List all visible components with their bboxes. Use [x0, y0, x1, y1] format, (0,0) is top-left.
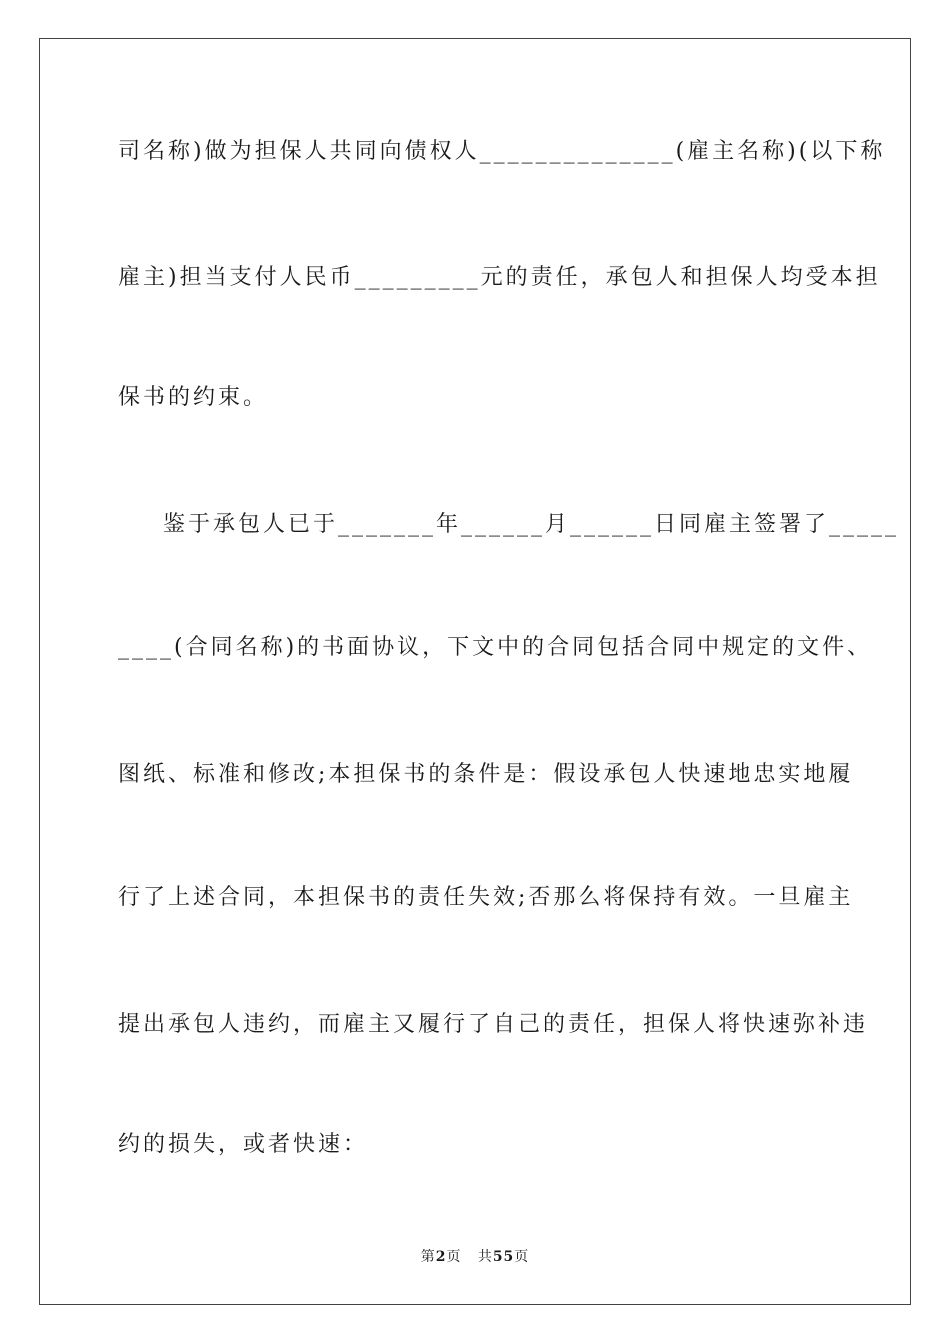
body-text-line: 图纸、标准和修改;本担保书的条件是：假设承包人快速地忠实地履 [118, 762, 854, 787]
page-prefix: 第 [420, 1249, 436, 1265]
total-prefix: 共 [477, 1249, 493, 1265]
body-text-line: ____(合同名称)的书面协议，下文中的合同包括合同中规定的文件、 [118, 635, 873, 660]
page-suffix: 页 [446, 1249, 462, 1265]
body-text-line: 保书的约束。 [118, 385, 269, 410]
page-border [39, 38, 911, 1305]
body-text-line: 行了上述合同，本担保书的责任失效;否那么将保持有效。一旦雇主 [118, 885, 854, 910]
body-text-line: 司名称)做为担保人共同向债权人______________(雇主名称)(以下称 [118, 139, 886, 164]
body-text-line: 约的损失，或者快速： [118, 1132, 369, 1157]
body-text-line: 提出承包人违约，而雇主又履行了自己的责任，担保人将快速弥补违 [118, 1012, 869, 1037]
body-text-line: 雇主)担当支付人民币_________元的责任，承包人和担保人均受本担 [118, 265, 881, 290]
total-suffix: 页 [514, 1249, 530, 1265]
page-number: 2 [435, 1249, 447, 1265]
total-pages: 55 [492, 1249, 515, 1265]
paragraph-start-line: 鉴于承包人已于_______年______月______日同雇主签署了_____ [163, 512, 900, 537]
page-footer [0, 1248, 950, 1266]
